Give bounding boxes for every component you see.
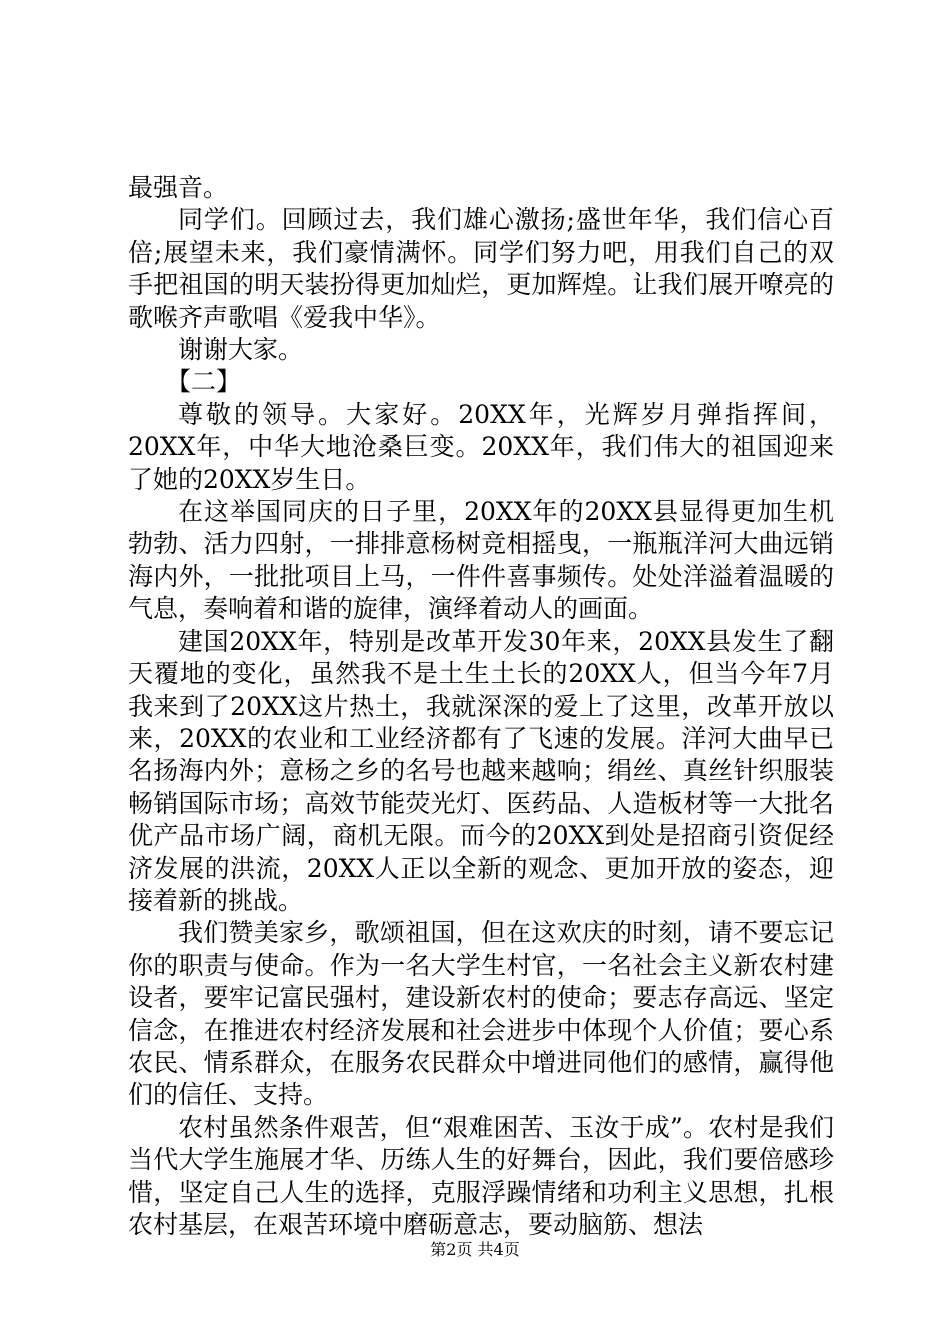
paragraph-mission: 我们赞美家乡，歌颂祖国，但在这欢庆的时刻，请不要忘记你的职责与使命。作为一名大学生村官，一名社会主义新农村建设者，要牢记富民强村，建设新农村的使命；要志存高远、坚定信念，在推进农村经济发展和社会进步中体现个人价值；要心系农民、情系群众，在服务农民群众中增进同他们的感情，赢得他们的信任、支持。 [128,918,834,1110]
paragraph-development: 建国20XX年，特别是改革开发30年来，20XX县发生了翻天覆地的变化，虽然我不是土生土长的20XX人，但当今年7月我来到了20XX这片热土，我就深深的爱上了这里，改革开放以来，20XX的农业和工业经济都有了飞速的发展。洋河大曲早已名扬海内外；意杨之乡的名号也越来越响；绢丝、真丝针织服装畅销国际市场；高效节能荧光灯、医药品、人造板材等一大批名优产品市场广阔，商机无限。而今的20XX到处是招商引资促经济发展的洪流，20XX人正以全新的观念、更加开放的姿态，迎接着新的挑战。 [128,626,834,915]
paragraph-rural: 农村虽然条件艰苦，但“艰难困苦、玉汝于成”。农村是我们当代大学生施展才华、历练人生的好舞台，因此，我们要倍感珍惜，坚定自己人生的选择，克服浮躁情绪和功利主义思想，扎根农村基层，在艰苦环境中磨砺意志，要动脑筋、想法 [128,1112,834,1239]
paragraph-continuation: 最强音。 [128,173,229,202]
document-body [128,172,834,1241]
paragraph-celebration: 在这举国同庆的日子里，20XX年的20XX县显得更加生机勃勃、活力四射，一排排意杨树竞相摇曳，一瓶瓶洋河大曲远销海内外，一批批项目上马，一件件喜事频传。处处洋溢着温暖的气息，奏响着和谐的旋律，演绎着动人的画面。 [128,497,834,624]
page-footer: 第2页 共4页 [430,1240,520,1259]
paragraph-greeting: 尊敬的领导。大家好。20XX年，光辉岁月弹指挥间，20XX年，中华大地沧桑巨变。20XX年，我们伟大的祖国迎来了她的20XX岁生日。 [128,399,834,494]
paragraph-classmates: 同学们。回顾过去，我们雄心激扬;盛世年华，我们信心百倍;展望未来，我们豪情满怀。同学们努力吧，用我们自己的双手把祖国的明天装扮得更加灿烂，更加辉煌。让我们展开嘹亮的歌喉齐声歌唱《爱我中华》。 [128,205,834,332]
paragraph-thanks: 谢谢大家。 [178,335,304,365]
section-heading: 【二】 [166,367,242,397]
